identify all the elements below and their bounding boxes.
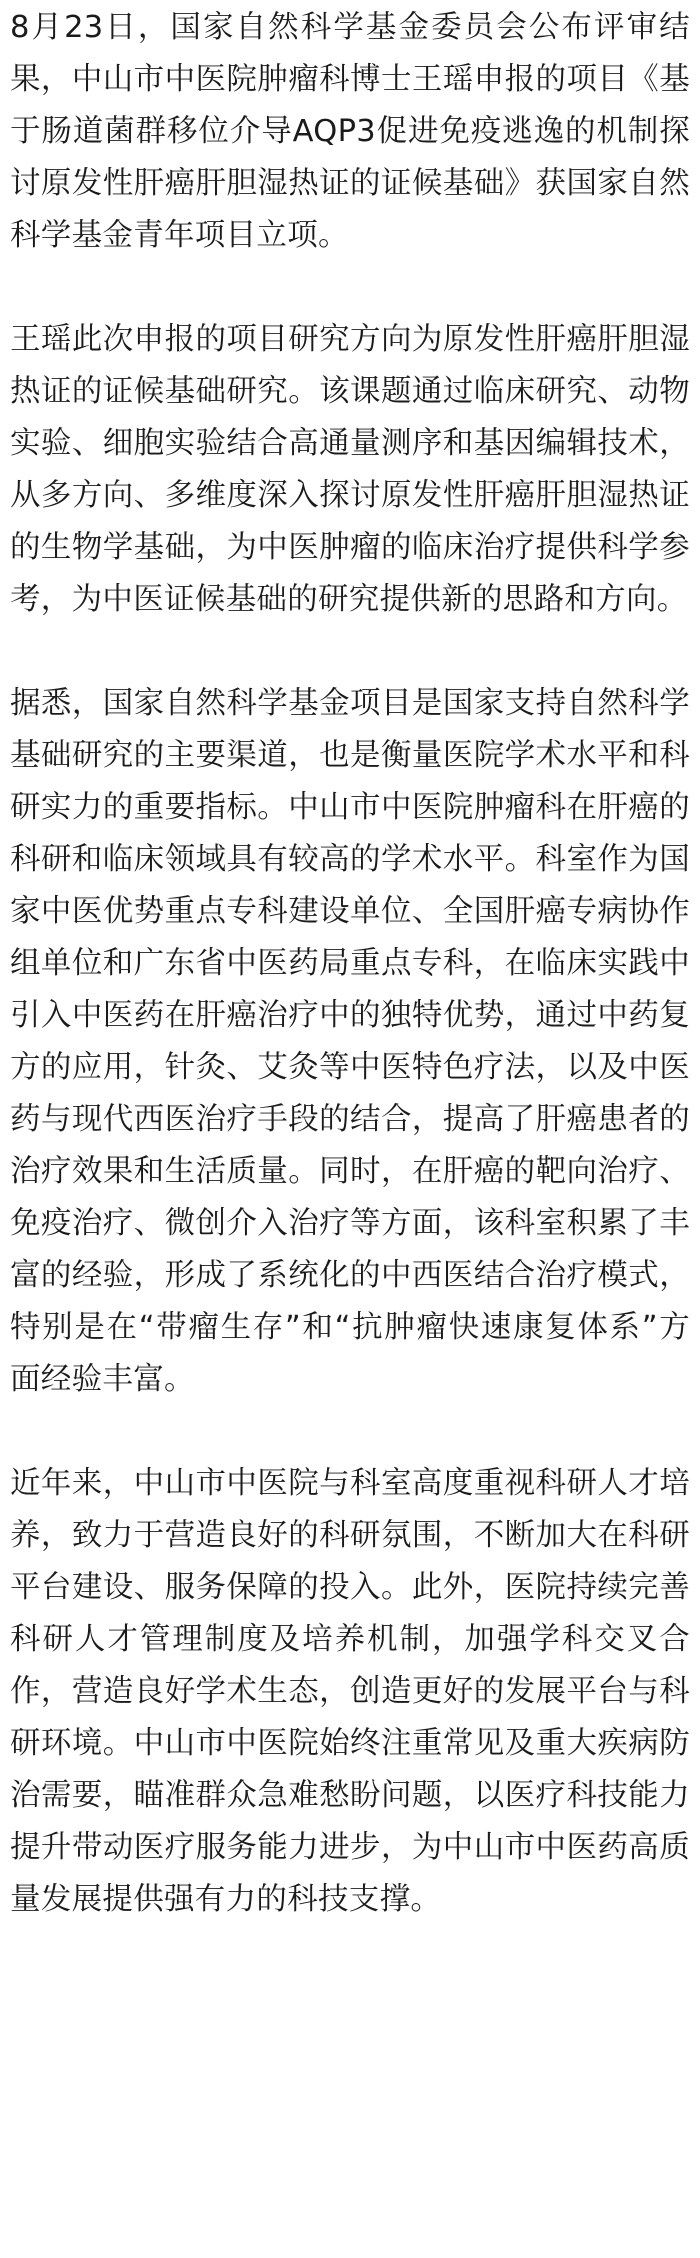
article-paragraph-1: 8月23日，国家自然科学基金委员会公布评审结果，中山市中医院肿瘤科博士王瑶申报的项目《基于肠道菌群移位介导AQP3促进免疫逃逸的机制探讨原发性肝癌肝胆湿热证的证候基础》获国家自然科学基金青年项目立项。 — [10, 10, 690, 253]
article-paragraph-2: 王瑶此次申报的项目研究方向为原发性肝癌肝胆湿热证的证候基础研究。该课题通过临床研究、动物实验、细胞实验结合高通量测序和基因编辑技术，从多方向、多维度深入探讨原发性肝癌肝胆湿热证的生物学基础，为中医肿瘤的临床治疗提供科学参考，为中医证候基础的研究提供新的思路和方向。 — [10, 322, 690, 617]
article-paragraph-4: 近年来，中山市中医院与科室高度重视科研人才培养，致力于营造良好的科研氛围，不断加大在科研平台建设、服务保障的投入。此外，医院持续完善科研人才管理制度及培养机制，加强学科交叉合作，营造良好学术生态，创造更好的发展平台与科研环境。中山市中医院始终注重常见及重大疾病防治需要，瞄准群众急难愁盼问题，以医疗科技能力提升带动医疗服务能力进步，为中山市中医药高质量发展提供强有力的科技支撑。 — [10, 1466, 690, 1917]
article-paragraph-3: 据悉，国家自然科学基金项目是国家支持自然科学基础研究的主要渠道，也是衡量医院学术水平和科研实力的重要指标。中山市中医院肿瘤科在肝癌的科研和临床领域具有较高的学术水平。科室作为国家中医优势重点专科建设单位、全国肝癌专病协作组单位和广东省中医药局重点专科，在临床实践中引入中医药在肝癌治疗中的独特优势，通过中药复方的应用，针灸、艾灸等中医特色疗法，以及中医药与现代西医治疗手段的结合，提高了肝癌患者的治疗效果和生活质量。同时，在肝癌的靶向治疗、免疫治疗、微创介入治疗等方面，该科室积累了丰富的经验，形成了系统化的中西医结合治疗模式，特别是在“带瘤生存”和“抗肿瘤快速康复体系”方面经验丰富。 — [10, 686, 690, 1397]
